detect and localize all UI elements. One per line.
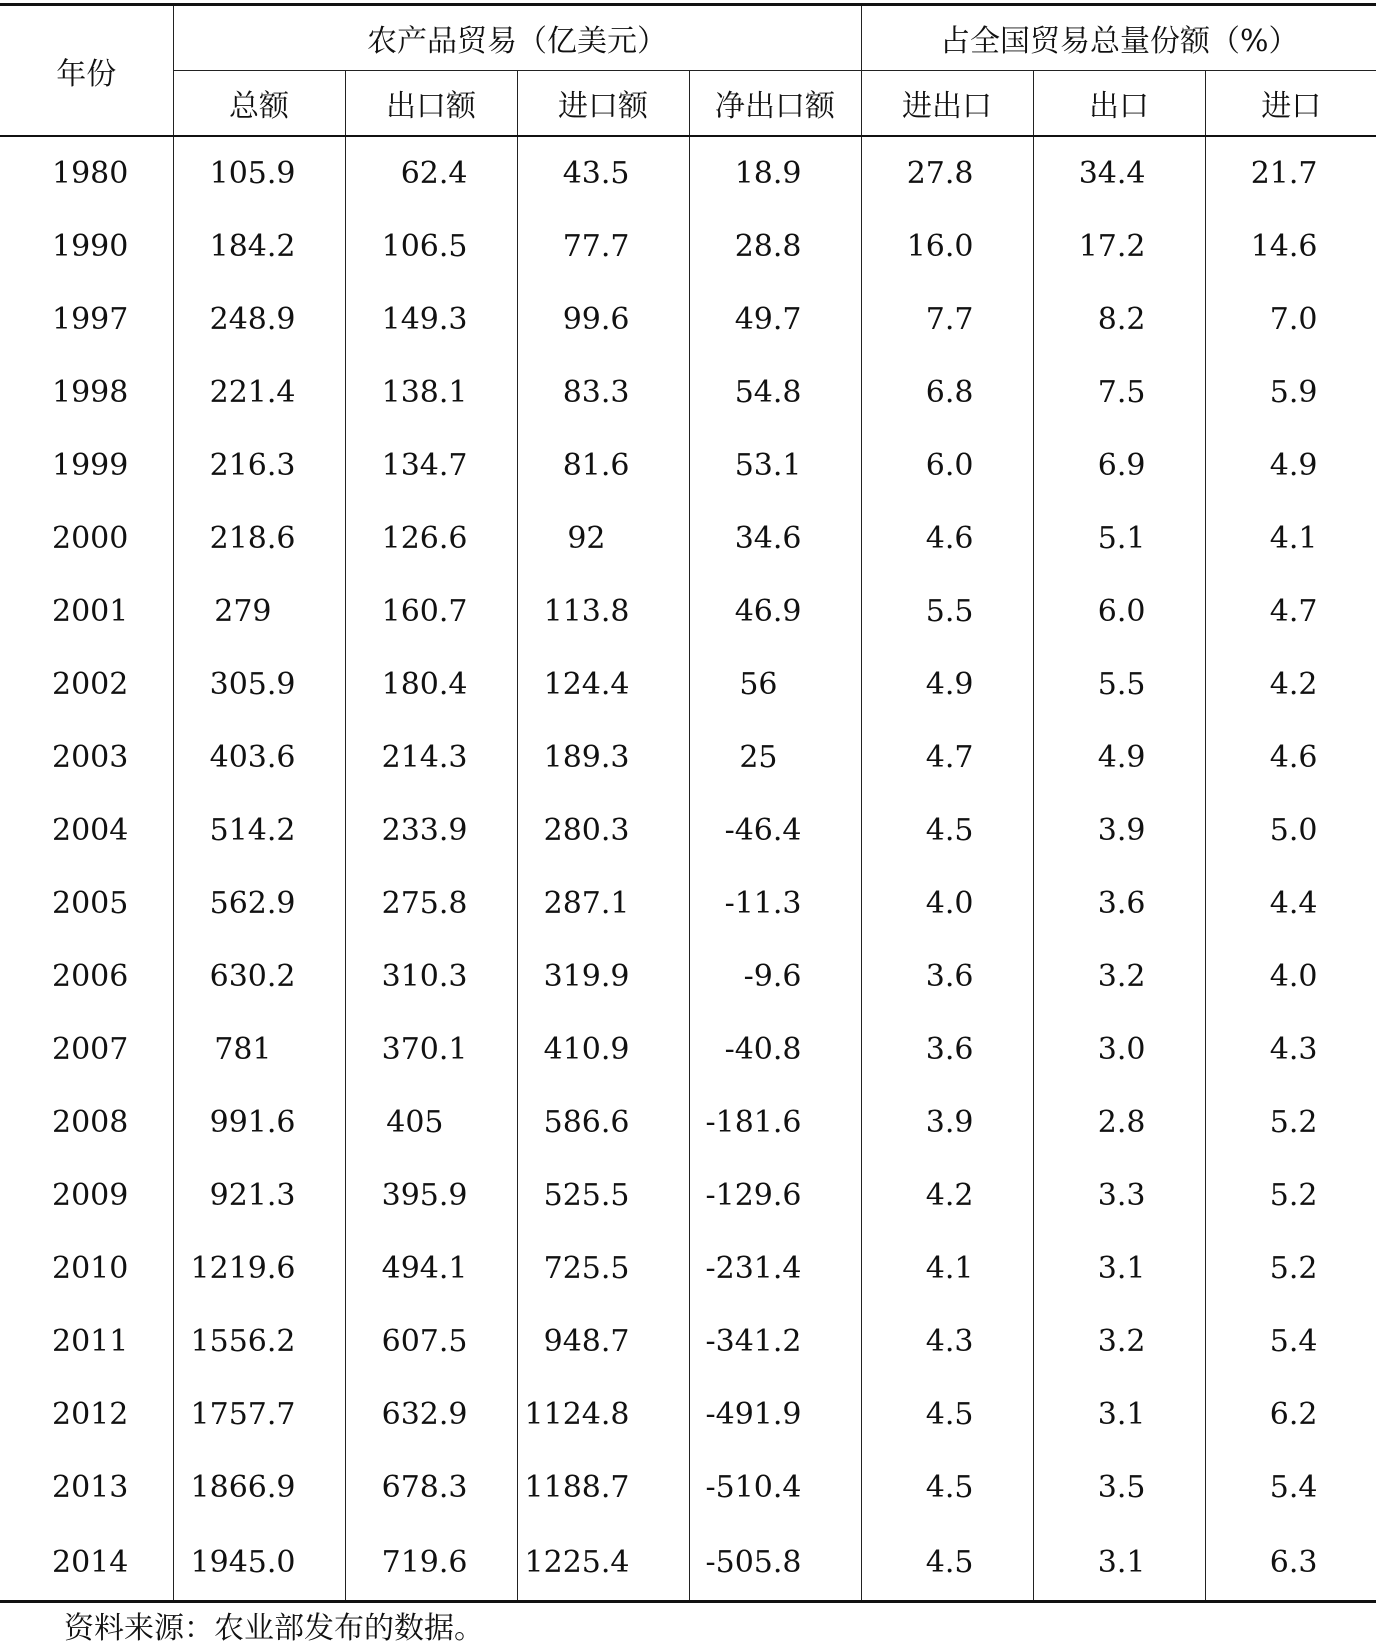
year-cell: 2007 — [52, 1032, 129, 1067]
table-row — [0, 429, 1376, 502]
import-cell: 77.7 — [517, 210, 689, 283]
import-cell: 83.3 — [517, 356, 689, 429]
table-row — [0, 1159, 1376, 1232]
share-export-cell: 8.2 — [1033, 283, 1205, 356]
export-cell: 310.3 — [345, 940, 517, 1013]
table-row — [0, 1451, 1376, 1524]
share-export-cell: 3.2 — [1033, 1305, 1205, 1378]
share-trade-cell: 16.0 — [861, 210, 1033, 283]
share-import-cell: 4.1 — [1205, 502, 1376, 575]
share-trade-cell: 4.9 — [861, 648, 1033, 721]
table-row — [0, 210, 1376, 283]
share-import-cell: 5.0 — [1205, 794, 1376, 867]
export-cell: 494.1 — [345, 1232, 517, 1305]
total-cell: 305.9 — [173, 648, 345, 721]
net-export-cell: -40.8 — [689, 1013, 861, 1086]
export-cell: 678.3 — [345, 1451, 517, 1524]
year-cell: 2009 — [52, 1178, 129, 1213]
year-cell: 2003 — [52, 740, 129, 775]
source-note: 资料来源：农业部发布的数据。 — [64, 1611, 484, 1646]
total-cell: 562.9 — [173, 867, 345, 940]
year-cell: 2014 — [0, 1524, 173, 1602]
share-import-cell: 4.0 — [1205, 940, 1376, 1013]
share-import-cell: 4.7 — [1205, 575, 1376, 648]
import-cell: 189.3 — [517, 721, 689, 794]
net-export-cell: 25 — [689, 721, 861, 794]
table-row — [0, 575, 1376, 648]
table-row — [0, 794, 1376, 867]
share-export-cell: 3.9 — [1033, 794, 1205, 867]
table-row — [0, 867, 1376, 940]
share-import-cell: 4.6 — [1205, 721, 1376, 794]
year-cell: 2001 — [52, 594, 129, 629]
year-cell: 2013 — [52, 1470, 129, 1505]
total-cell: 991.6 — [173, 1086, 345, 1159]
share-export-cell: 3.3 — [1033, 1159, 1205, 1232]
share-export-cell: 4.9 — [1033, 721, 1205, 794]
table-row — [0, 502, 1376, 575]
share-trade-cell: 7.7 — [861, 283, 1033, 356]
share-import-cell: 5.4 — [1205, 1451, 1376, 1524]
export-cell: 275.8 — [345, 867, 517, 940]
total-cell: 216.3 — [173, 429, 345, 502]
header-row-columns — [0, 71, 1376, 137]
col-header-share-export: 出口 — [1033, 71, 1205, 137]
net-export-cell: 49.7 — [689, 283, 861, 356]
total-cell: 1556.2 — [173, 1305, 345, 1378]
import-cell: 99.6 — [517, 283, 689, 356]
col-header-net-export: 净出口额 — [689, 71, 861, 137]
share-import-cell: 4.9 — [1205, 429, 1376, 502]
table-row — [0, 1378, 1376, 1451]
total-cell: 630.2 — [173, 940, 345, 1013]
net-export-cell: 53.1 — [689, 429, 861, 502]
export-cell: 405 — [345, 1086, 517, 1159]
share-export-cell: 3.1 — [1033, 1524, 1205, 1602]
year-cell: 2004 — [52, 813, 129, 848]
net-export-cell: -231.4 — [689, 1232, 861, 1305]
export-cell: 149.3 — [345, 283, 517, 356]
col-header-share-trade: 进出口 — [861, 71, 1033, 137]
year-cell: 2002 — [52, 667, 129, 702]
year-cell: 2010 — [52, 1251, 129, 1286]
net-export-cell: -181.6 — [689, 1086, 861, 1159]
share-import-cell: 14.6 — [1205, 210, 1376, 283]
share-import-cell: 21.7 — [1205, 136, 1376, 210]
share-trade-cell: 4.6 — [861, 502, 1033, 575]
share-import-cell: 6.2 — [1205, 1378, 1376, 1451]
import-cell: 725.5 — [517, 1232, 689, 1305]
share-trade-cell: 27.8 — [861, 136, 1033, 210]
import-cell: 586.6 — [517, 1086, 689, 1159]
year-cell: 2008 — [52, 1105, 129, 1140]
net-export-cell: 34.6 — [689, 502, 861, 575]
share-export-cell: 5.1 — [1033, 502, 1205, 575]
import-cell: 1225.4 — [517, 1524, 689, 1602]
share-trade-cell: 5.5 — [861, 575, 1033, 648]
net-export-cell: -11.3 — [689, 867, 861, 940]
import-cell: 410.9 — [517, 1013, 689, 1086]
share-trade-cell: 3.9 — [861, 1086, 1033, 1159]
share-trade-cell: 4.3 — [861, 1305, 1033, 1378]
table-row — [0, 1232, 1376, 1305]
import-cell: 1124.8 — [517, 1378, 689, 1451]
agri-trade-table — [0, 3, 1376, 1603]
total-cell: 1945.0 — [173, 1524, 345, 1602]
share-trade-cell: 6.8 — [861, 356, 1033, 429]
table-row — [0, 136, 1376, 210]
share-export-cell: 7.5 — [1033, 356, 1205, 429]
share-export-cell: 3.2 — [1033, 940, 1205, 1013]
share-trade-cell: 3.6 — [861, 940, 1033, 1013]
share-export-cell: 5.5 — [1033, 648, 1205, 721]
net-export-cell: -341.2 — [689, 1305, 861, 1378]
share-export-cell: 34.4 — [1033, 136, 1205, 210]
export-cell: 160.7 — [345, 575, 517, 648]
total-cell: 248.9 — [173, 283, 345, 356]
total-cell: 781 — [173, 1013, 345, 1086]
share-trade-cell: 3.6 — [861, 1013, 1033, 1086]
total-cell: 184.2 — [173, 210, 345, 283]
share-trade-cell: 4.7 — [861, 721, 1033, 794]
export-cell: 126.6 — [345, 502, 517, 575]
group-header-share: 占全国贸易总量份额（%） — [861, 5, 1376, 71]
import-cell: 948.7 — [517, 1305, 689, 1378]
year-cell: 2011 — [52, 1324, 129, 1359]
export-cell: 719.6 — [345, 1524, 517, 1602]
share-export-cell: 3.6 — [1033, 867, 1205, 940]
net-export-cell: 46.9 — [689, 575, 861, 648]
share-import-cell: 6.3 — [1205, 1524, 1376, 1602]
share-export-cell: 3.1 — [1033, 1232, 1205, 1305]
export-cell: 62.4 — [345, 136, 517, 210]
table-row — [0, 1524, 1376, 1602]
table-row — [0, 940, 1376, 1013]
share-export-cell: 3.5 — [1033, 1451, 1205, 1524]
export-cell: 632.9 — [345, 1378, 517, 1451]
share-import-cell: 4.4 — [1205, 867, 1376, 940]
share-import-cell: 7.0 — [1205, 283, 1376, 356]
year-cell: 2000 — [52, 521, 129, 556]
share-import-cell: 5.9 — [1205, 356, 1376, 429]
net-export-cell: -9.6 — [689, 940, 861, 1013]
total-cell: 105.9 — [173, 136, 345, 210]
import-cell: 280.3 — [517, 794, 689, 867]
year-cell: 2005 — [52, 886, 129, 921]
year-cell: 1999 — [52, 448, 129, 483]
year-cell: 1997 — [52, 302, 129, 337]
year-cell: 1990 — [52, 229, 129, 264]
share-export-cell: 3.0 — [1033, 1013, 1205, 1086]
share-export-cell: 6.9 — [1033, 429, 1205, 502]
col-header-total: 总额 — [173, 71, 345, 137]
import-cell: 92 — [517, 502, 689, 575]
table-row — [0, 1086, 1376, 1159]
share-import-cell: 5.2 — [1205, 1232, 1376, 1305]
total-cell: 921.3 — [173, 1159, 345, 1232]
total-cell: 221.4 — [173, 356, 345, 429]
table-row — [0, 1013, 1376, 1086]
year-cell: 2006 — [52, 959, 129, 994]
share-trade-cell: 4.5 — [861, 1451, 1033, 1524]
import-cell: 81.6 — [517, 429, 689, 502]
import-cell: 319.9 — [517, 940, 689, 1013]
total-cell: 403.6 — [173, 721, 345, 794]
total-cell: 1757.7 — [173, 1378, 345, 1451]
export-cell: 106.5 — [345, 210, 517, 283]
export-cell: 395.9 — [345, 1159, 517, 1232]
net-export-cell: -491.9 — [689, 1378, 861, 1451]
import-cell: 1188.7 — [517, 1451, 689, 1524]
net-export-cell: -510.4 — [689, 1451, 861, 1524]
share-import-cell: 5.2 — [1205, 1086, 1376, 1159]
total-cell: 514.2 — [173, 794, 345, 867]
table-row — [0, 648, 1376, 721]
col-header-import: 进口额 — [517, 71, 689, 137]
table-row — [0, 283, 1376, 356]
total-cell: 1866.9 — [173, 1451, 345, 1524]
year-cell: 2012 — [52, 1397, 129, 1432]
year-header: 年份 — [0, 5, 173, 137]
import-cell: 43.5 — [517, 136, 689, 210]
year-cell: 1980 — [52, 156, 129, 191]
net-export-cell: 28.8 — [689, 210, 861, 283]
net-export-cell: -46.4 — [689, 794, 861, 867]
share-export-cell: 3.1 — [1033, 1378, 1205, 1451]
group-header-trade: 农产品贸易（亿美元） — [173, 5, 861, 71]
table-row — [0, 1305, 1376, 1378]
share-export-cell: 2.8 — [1033, 1086, 1205, 1159]
net-export-cell: 18.9 — [689, 136, 861, 210]
share-import-cell: 4.2 — [1205, 648, 1376, 721]
share-trade-cell: 4.5 — [861, 1378, 1033, 1451]
net-export-cell: -505.8 — [689, 1524, 861, 1602]
share-trade-cell: 4.5 — [861, 794, 1033, 867]
share-trade-cell: 4.5 — [861, 1524, 1033, 1602]
import-cell: 287.1 — [517, 867, 689, 940]
table-row — [0, 356, 1376, 429]
export-cell: 138.1 — [345, 356, 517, 429]
net-export-cell: 56 — [689, 648, 861, 721]
export-cell: 214.3 — [345, 721, 517, 794]
share-import-cell: 5.4 — [1205, 1305, 1376, 1378]
share-trade-cell: 4.0 — [861, 867, 1033, 940]
share-trade-cell: 4.1 — [861, 1232, 1033, 1305]
import-cell: 113.8 — [517, 575, 689, 648]
header-row-groups — [0, 5, 1376, 71]
export-cell: 607.5 — [345, 1305, 517, 1378]
total-cell: 279 — [173, 575, 345, 648]
export-cell: 233.9 — [345, 794, 517, 867]
table-row — [0, 721, 1376, 794]
share-trade-cell: 4.2 — [861, 1159, 1033, 1232]
total-cell: 218.6 — [173, 502, 345, 575]
year-cell: 1998 — [52, 375, 129, 410]
col-header-export: 出口额 — [345, 71, 517, 137]
share-export-cell: 17.2 — [1033, 210, 1205, 283]
col-header-share-import: 进口 — [1205, 71, 1376, 137]
net-export-cell: -129.6 — [689, 1159, 861, 1232]
net-export-cell: 54.8 — [689, 356, 861, 429]
export-cell: 370.1 — [345, 1013, 517, 1086]
table-body — [0, 136, 1376, 1602]
export-cell: 180.4 — [345, 648, 517, 721]
import-cell: 124.4 — [517, 648, 689, 721]
import-cell: 525.5 — [517, 1159, 689, 1232]
share-import-cell: 4.3 — [1205, 1013, 1376, 1086]
total-cell: 1219.6 — [173, 1232, 345, 1305]
export-cell: 134.7 — [345, 429, 517, 502]
share-export-cell: 6.0 — [1033, 575, 1205, 648]
share-trade-cell: 6.0 — [861, 429, 1033, 502]
share-import-cell: 5.2 — [1205, 1159, 1376, 1232]
